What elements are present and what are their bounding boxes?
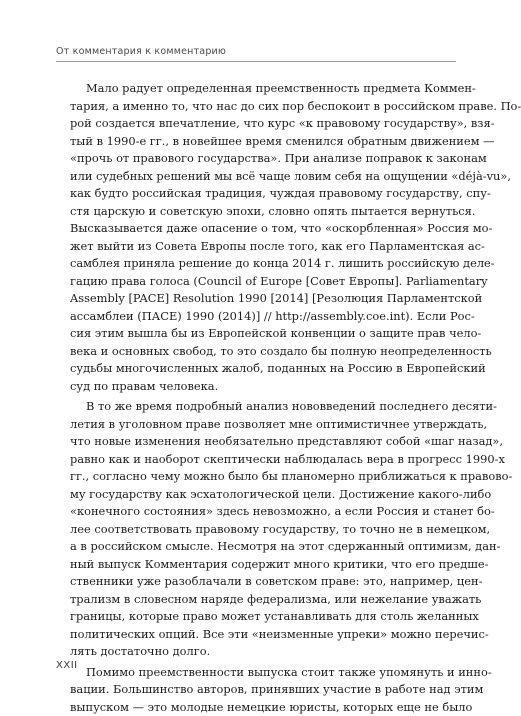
text-line: Помимо преемственности выпуска стоит также упомянуть и инно- [70, 664, 460, 682]
text-line: В то же время подробный анализ нововведений последнего десяти- [70, 398, 460, 416]
text-line: суд по правам человека. [70, 378, 460, 396]
text-line: гацию права голоса (Council of Europe [Совет Европы]. Parliamentary [70, 273, 460, 291]
text-line: Высказывается даже опасение о том, что «оскорбленная» Россия мо- [70, 220, 460, 238]
text-line: стя царскую и советскую эпохи, словно опять пытается вернуться. [70, 203, 460, 221]
text-line: судьбы многочисленных жалоб, поданных на Россию в Европейский [70, 360, 460, 378]
text-line: выпуском — это молодые немецкие юристы, которых еще не было [70, 699, 460, 716]
paragraph [70, 398, 460, 661]
text-line: тый в 1990-е гг., в новейшее время сменился обратным движением — [70, 133, 460, 151]
text-line: как будто российская традиция, чуждая правовому государству, спу- [70, 185, 460, 203]
text-line: му государству как эсхатологической цели. Достижение какого-либо [70, 486, 460, 504]
running-head: От комментария к комментарию [56, 46, 226, 57]
text-line: жет выйти из Совета Европы после того, как его Парламентская ас- [70, 238, 460, 256]
text-line: «конечного состояния» здесь невозможно, а если Россия и станет бо- [70, 503, 460, 521]
body-text [70, 80, 460, 716]
text-line: ассамблеи (ПАСЕ) 1990 (2014)] // http://assembly.coe.int). Если Рос- [70, 308, 460, 326]
text-line: «прочь от правового государства». При анализе поправок к законам [70, 150, 460, 168]
text-line: что новые изменения необязательно представляют собой «шаг назад», [70, 433, 460, 451]
text-line: Мало радует определенная преемственность предмета Коммен- [70, 80, 460, 98]
text-line: рой создается впечатление, что курс «к правовому государству», взя- [70, 115, 460, 133]
text-line: ственники уже разоблачали в советском праве: это, например, цен- [70, 573, 460, 591]
text-line: самблея приняла решение до конца 2014 г. лишить российскую деле- [70, 255, 460, 273]
text-line: ный выпуск Комментария содержит много критики, что его предше- [70, 556, 460, 574]
text-line: века и основных свобод, то это создало бы полную неопределенность [70, 343, 460, 361]
text-line: тария, а именно то, что нас до сих пор беспокоит в российском праве. По- [70, 98, 460, 116]
text-line: политических опций. Все эти «неизменные упреки» можно перечис- [70, 626, 460, 644]
text-line: гг., согласно чему можно было бы планомерно приближаться к правово- [70, 468, 460, 486]
paragraph [70, 664, 460, 716]
text-line: а в российском смысле. Несмотря на этот сдержанный оптимизм, дан- [70, 538, 460, 556]
text-line: трализм в словесном наряде федерализма, или нежелание уважать [70, 591, 460, 609]
text-line: равно как и наоборот скептически наблюдалась вера в прогресс 1990-х [70, 451, 460, 469]
paragraph [70, 80, 460, 395]
text-line: границы, которые право может устанавливать для столь желанных [70, 608, 460, 626]
text-line: лее соответствовать правовому государству, то точно не в немецком, [70, 521, 460, 539]
header-rule [56, 61, 456, 62]
text-line: Assembly [PACE] Resolution 1990 [2014] [Резолюция Парламентской [70, 290, 460, 308]
text-line: сия этим вышла бы из Европейской конвенции о защите прав чело- [70, 325, 460, 343]
page-number: XXII [56, 660, 78, 671]
text-line: вации. Большинство авторов, принявших участие в работе над этим [70, 681, 460, 699]
text-line: летия в уголовном праве позволяет мне оптимистичнее утверждать, [70, 416, 460, 434]
text-line: лять достаточно долго. [70, 643, 460, 661]
text-line: или судебных решений мы всё чаще ловим себя на ощущении «déjà-vu», [70, 168, 460, 186]
